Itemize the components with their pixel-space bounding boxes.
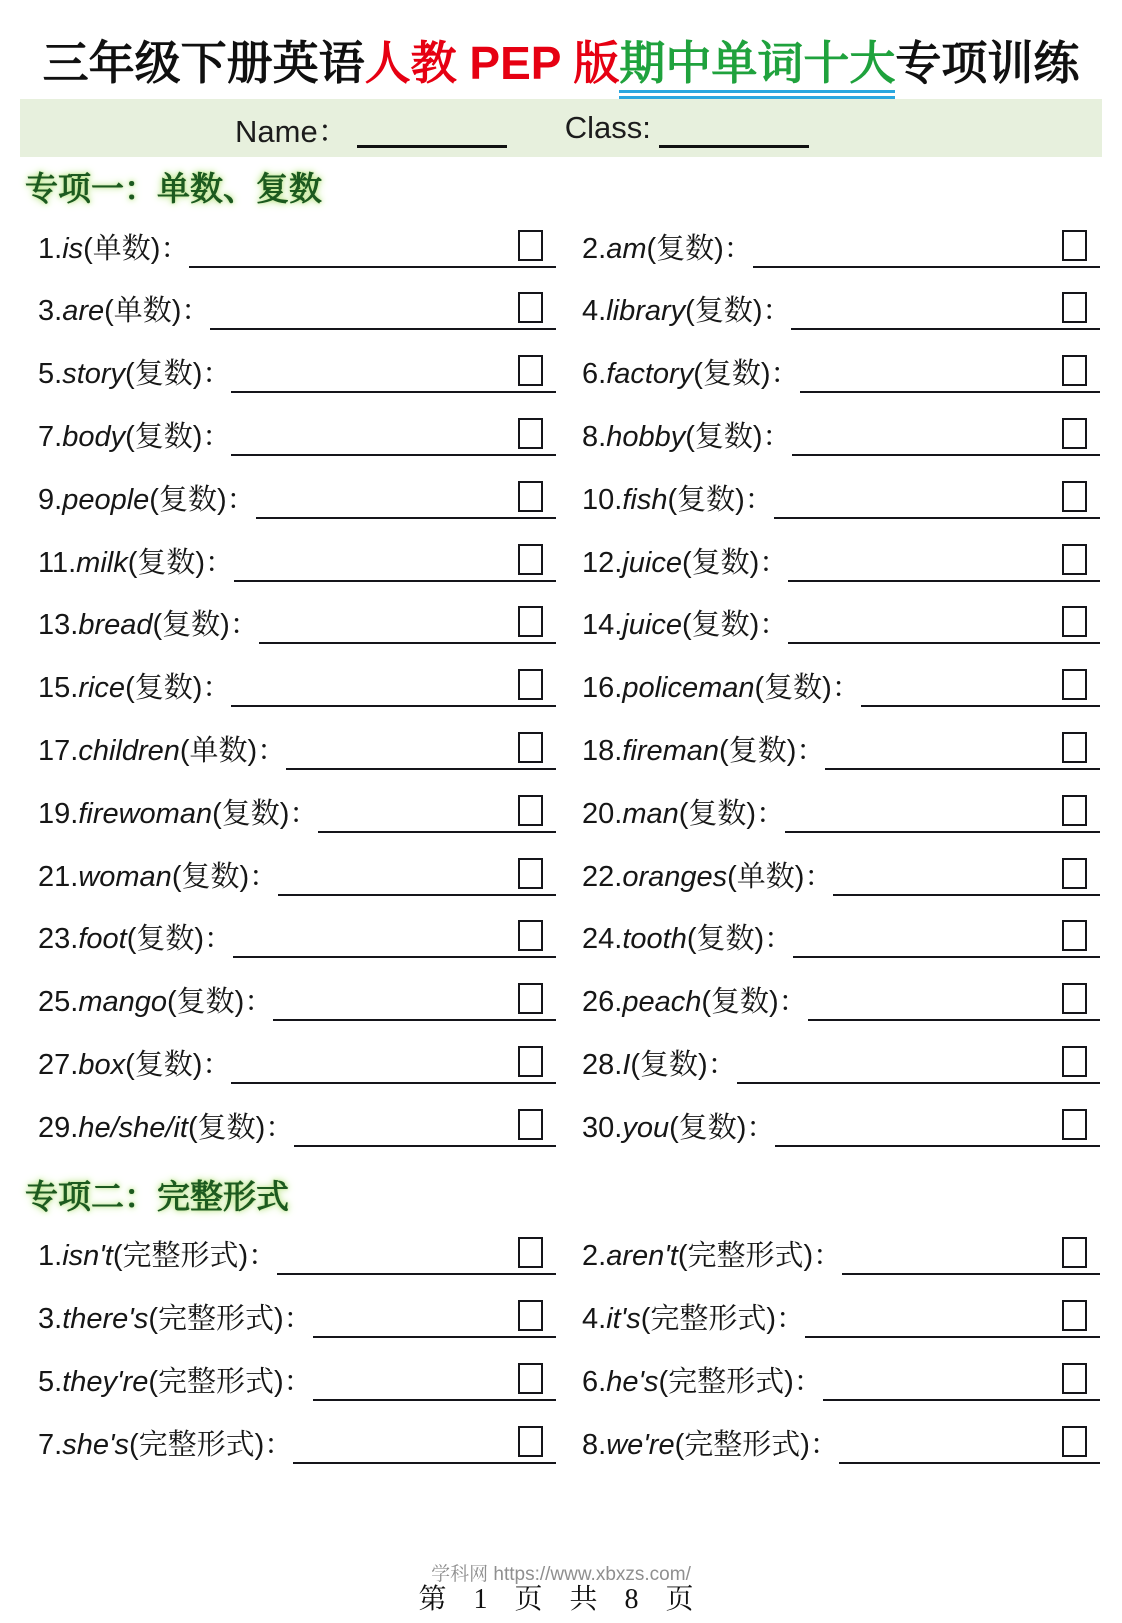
answer-blank-line [231,351,556,393]
item-note: (复数)： [630,1048,737,1081]
worksheet-item [582,902,1100,965]
item-number: 6. [582,1365,607,1398]
item-note: (复数)： [681,609,789,642]
item-word: fish [622,483,668,516]
answer-checkbox [1062,858,1087,889]
item-word: children [78,734,180,767]
answer-blank-line [774,477,1100,519]
answer-blank-line [808,979,1100,1021]
item-label [582,1242,842,1275]
item-label [38,297,210,330]
title-part-grade: 三年级下册英语 [42,37,365,89]
item-label [582,860,834,896]
item-word: are [62,295,105,328]
worksheet-item [38,1407,556,1470]
item-label [38,674,231,707]
item-note: (复数)： [685,420,792,453]
item-word: he/she/it [78,1111,188,1144]
item-number: 24. [582,923,623,956]
item-label [38,860,279,896]
section-heading: 专项二：完整形式 [25,1177,289,1215]
class-label: Class: [564,110,651,146]
worksheet-item [582,1344,1100,1407]
answer-checkbox [518,732,543,763]
item-word: I [622,1048,631,1081]
name-blank-line [357,109,507,148]
answer-blank-line [259,602,556,644]
item-label [38,1242,277,1275]
item-note: (复数)： [678,797,786,830]
item-label [38,420,232,456]
answer-blank-line [792,414,1100,456]
item-note: (完整形式)： [112,1240,278,1273]
worksheet-item [38,1027,556,1090]
item-number: 7. [38,1428,63,1461]
item-number: 8. [582,1428,607,1461]
item-note: (完整形式)： [674,1428,839,1461]
worksheet-item [38,462,556,525]
answer-blank-line [788,602,1100,644]
item-number: 4. [582,1302,607,1335]
page-number: 第 1 页 共 8 页 [418,1584,704,1615]
item-label [582,420,792,456]
item-word: isn't [62,1240,113,1273]
item-note: (复数)： [171,860,279,893]
item-word: tooth [622,923,687,956]
item-label [38,1111,295,1147]
worksheet-item [38,902,556,965]
item-number: 10. [582,483,623,516]
item-number: 8. [582,420,607,453]
answer-checkbox [1062,983,1087,1014]
item-word: foot [78,923,127,956]
item-word: rice [78,672,126,705]
item-label [38,797,319,833]
answer-checkbox [518,481,543,512]
answer-checkbox [518,983,543,1014]
worksheet-item [582,964,1100,1027]
item-note: (复数)： [667,483,774,516]
answer-checkbox [518,1363,543,1394]
item-number: 4. [582,295,607,328]
item-note: (复数)： [693,358,800,391]
answer-blank-line [256,477,556,519]
item-label [582,483,774,519]
item-label [38,546,235,582]
item-label [582,988,808,1021]
worksheet-item [582,650,1100,713]
answer-checkbox [1062,732,1087,763]
item-note: (完整形式)： [677,1240,843,1273]
item-label [582,1048,737,1084]
answer-checkbox [1062,669,1087,700]
answer-checkbox [1062,418,1087,449]
title-part-training: 专项训练 [895,37,1080,89]
item-word: you [622,1111,670,1144]
answer-blank-line [210,288,556,330]
item-note: (复数)： [149,483,256,516]
worksheet-item [582,211,1100,274]
item-word: they're [62,1365,149,1398]
answer-checkbox [518,418,543,449]
worksheet-item [582,1281,1100,1344]
item-word: we're [606,1428,675,1461]
worksheet-item [582,588,1100,651]
worksheet-item [582,839,1100,902]
item-word: bread [78,609,153,642]
item-label [38,988,273,1021]
worksheet-page [0,36,1122,1615]
item-note: (复数)： [754,672,861,705]
item-label [582,797,786,833]
answer-checkbox [518,669,543,700]
page-title [10,36,1112,91]
item-label [582,232,753,268]
answer-blank-line [313,1359,556,1401]
item-number: 20. [582,797,623,830]
item-word: peach [622,986,702,1019]
item-note: (复数)： [125,672,232,705]
worksheet-item [38,1281,556,1344]
answer-blank-line [825,728,1100,770]
worksheet-item [582,1407,1100,1470]
item-word: library [606,295,686,328]
item-number: 25. [38,986,79,1019]
item-note: (复数)： [719,734,826,767]
answer-blank-line [293,1422,556,1464]
item-number: 3. [38,295,63,328]
item-word: oranges [622,860,728,893]
worksheet-item [582,399,1100,462]
item-note: (复数)： [685,295,792,328]
item-word: there's [62,1302,149,1335]
item-word: hobby [606,420,686,453]
item-note: (复数)： [669,1111,776,1144]
answer-blank-line [231,1042,556,1084]
item-label [38,1302,313,1338]
item-number: 26. [582,986,623,1019]
item-number: 12. [582,546,623,579]
item-word: people [62,483,150,516]
answer-checkbox [1062,795,1087,826]
sections-container [0,169,1122,1469]
item-label [38,611,259,644]
title-part-topic: 期中单词十大 [619,37,895,99]
item-number: 1. [38,232,63,265]
item-label [582,360,800,393]
item-number: 7. [38,420,63,453]
answer-checkbox [1062,481,1087,512]
item-note: (复数)： [681,546,789,579]
answer-blank-line [737,1042,1100,1084]
item-note: (完整形式)： [658,1365,823,1398]
item-note: (完整形式)： [128,1428,294,1461]
items-grid [0,209,1122,1153]
worksheet-item [38,1218,556,1281]
item-note: (复数)： [125,1048,232,1081]
answer-checkbox [518,1300,543,1331]
item-number: 22. [582,860,623,893]
item-note: (复数)： [126,923,234,956]
answer-checkbox [1062,1363,1087,1394]
answer-checkbox [1062,355,1087,386]
answer-blank-line [278,854,556,896]
item-note: (完整形式)： [148,1302,313,1335]
answer-checkbox [1062,544,1087,575]
item-label [38,360,231,393]
worksheet-item [582,462,1100,525]
item-note: (复数)： [187,1111,295,1144]
worksheet-item [38,525,556,588]
item-number: 17. [38,734,79,767]
item-number: 19. [38,797,79,830]
item-note: (单数)： [104,295,211,328]
item-word: box [78,1048,126,1081]
worksheet-item [38,964,556,1027]
answer-checkbox [518,795,543,826]
item-note: (复数)： [125,420,232,453]
item-label [582,1365,823,1401]
item-number: 15. [38,672,79,705]
item-note: (复数)： [212,797,319,830]
worksheet-item [582,713,1100,776]
answer-blank-line [294,1105,556,1147]
name-label: Name： [235,113,349,149]
item-word: juice [622,546,682,579]
item-note: (单数)： [179,734,287,767]
item-label [582,546,789,582]
worksheet-item [582,336,1100,399]
worksheet-section [0,169,1122,1153]
item-number: 30. [582,1111,623,1144]
item-note: (复数)： [125,358,232,391]
name-class-bar [20,99,1102,157]
item-note: (复数)： [152,609,259,642]
item-label [38,1365,313,1401]
item-word: milk [76,546,128,579]
worksheet-item [38,588,556,651]
item-label [38,232,190,268]
answer-blank-line [793,916,1100,958]
item-note: (复数)： [646,232,753,265]
item-number: 16. [582,672,623,705]
answer-blank-line [805,1296,1100,1338]
item-number: 29. [38,1111,79,1144]
answer-blank-line [313,1296,556,1338]
item-word: juice [622,609,682,642]
answer-blank-line [842,1233,1100,1275]
worksheet-item [38,274,556,337]
item-number: 2. [582,232,607,265]
answer-blank-line [785,791,1100,833]
answer-blank-line [318,791,556,833]
item-note: (完整形式)： [640,1302,806,1335]
worksheet-item [38,336,556,399]
item-label [582,1111,776,1147]
answer-blank-line [788,540,1100,582]
item-word: aren't [606,1240,678,1273]
item-number: 1. [38,1240,63,1273]
answer-checkbox [518,1046,543,1077]
item-number: 5. [38,1365,63,1398]
item-label [38,925,233,958]
item-number: 14. [582,609,623,642]
item-word: he's [606,1365,659,1398]
answer-checkbox [518,1109,543,1140]
answer-checkbox [1062,1046,1087,1077]
item-note: (单数)： [83,232,190,265]
page-footer [0,1559,1122,1617]
answer-blank-line [189,226,556,268]
title-part-edition: 人教 PEP 版 [364,37,620,89]
answer-blank-line [234,540,556,582]
answer-checkbox [518,544,543,575]
worksheet-item [582,274,1100,337]
answer-blank-line [839,1422,1100,1464]
worksheet-item [38,399,556,462]
answer-checkbox [518,858,543,889]
item-word: policeman [622,672,755,705]
worksheet-section [0,1177,1122,1470]
item-word: firewoman [78,797,213,830]
answer-blank-line [231,414,556,456]
answer-checkbox [1062,606,1087,637]
worksheet-item [38,776,556,839]
worksheet-item [38,211,556,274]
answer-checkbox [518,355,543,386]
answer-blank-line [823,1359,1100,1401]
answer-blank-line [231,665,556,707]
item-note: (单数)： [727,860,834,893]
item-number: 6. [582,358,607,391]
item-number: 9. [38,483,63,516]
worksheet-item [38,650,556,713]
item-word: is [62,232,84,265]
answer-checkbox [1062,1426,1087,1457]
worksheet-item [582,776,1100,839]
item-number: 11. [38,546,77,579]
site-watermark: 学科网 https://www.xbxzs.com/ [431,1564,691,1585]
item-word: man [622,797,679,830]
item-label [38,483,256,519]
answer-blank-line [233,916,556,958]
item-label [582,734,826,770]
answer-checkbox [518,292,543,323]
item-note: (复数)： [167,986,274,1019]
item-number: 23. [38,923,79,956]
answer-blank-line [753,226,1100,268]
answer-checkbox [518,606,543,637]
item-number: 21. [38,860,79,893]
item-label [38,1428,294,1464]
answer-blank-line [800,351,1100,393]
item-word: factory [606,358,694,391]
worksheet-item [582,1090,1100,1153]
item-label [582,674,861,707]
answer-blank-line [277,1233,556,1275]
worksheet-item [38,1344,556,1407]
item-word: mango [78,986,167,1019]
item-label [582,1302,806,1338]
worksheet-item [38,1090,556,1153]
item-word: woman [78,860,172,893]
item-number: 13. [38,609,79,642]
item-note: (复数)： [701,986,808,1019]
item-word: story [62,358,126,391]
answer-checkbox [1062,1237,1087,1268]
answer-blank-line [833,854,1100,896]
worksheet-item [582,525,1100,588]
worksheet-item [38,839,556,902]
answer-checkbox [1062,292,1087,323]
answer-checkbox [518,920,543,951]
item-number: 3. [38,1302,63,1335]
item-word: it's [606,1302,641,1335]
item-number: 2. [582,1240,607,1273]
item-word: am [606,232,647,265]
item-label [38,1048,232,1084]
class-blank-line [659,109,809,148]
item-label [582,925,793,958]
item-label [38,734,287,770]
answer-checkbox [1062,920,1087,951]
answer-blank-line [861,665,1100,707]
item-number: 28. [582,1048,623,1081]
item-word: fireman [622,734,720,767]
item-label [582,611,788,644]
items-grid [0,1216,1122,1469]
item-label [582,1428,839,1464]
worksheet-item [582,1027,1100,1090]
item-number: 5. [38,358,63,391]
answer-checkbox [518,230,543,261]
answer-blank-line [286,728,556,770]
answer-blank-line [791,288,1100,330]
worksheet-item [582,1218,1100,1281]
item-note: (复数)： [127,546,235,579]
answer-checkbox [1062,230,1087,261]
item-word: body [62,420,126,453]
answer-checkbox [1062,1109,1087,1140]
answer-checkbox [518,1426,543,1457]
answer-blank-line [273,979,556,1021]
section-heading: 专项一：单数、复数 [25,170,322,208]
item-label [582,297,791,330]
item-note: (完整形式)： [148,1365,313,1398]
item-number: 18. [582,734,623,767]
item-number: 27. [38,1048,79,1081]
answer-checkbox [518,1237,543,1268]
item-word: she's [62,1428,129,1461]
worksheet-item [38,713,556,776]
item-note: (复数)： [686,923,794,956]
answer-blank-line [775,1105,1100,1147]
answer-checkbox [1062,1300,1087,1331]
